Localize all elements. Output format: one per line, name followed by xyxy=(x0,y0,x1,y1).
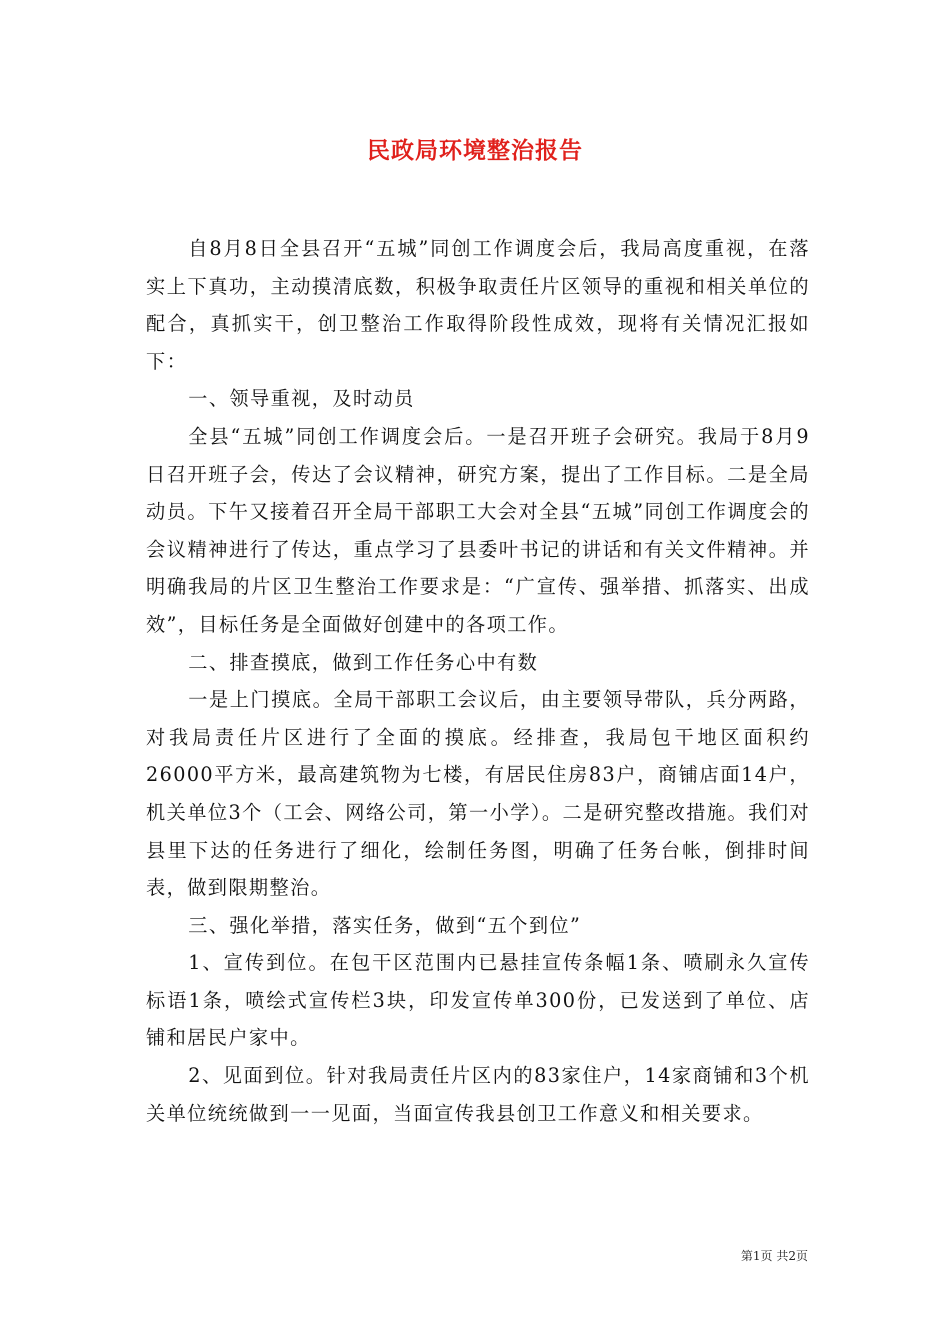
section-heading-3: 三、强化举措，落实任务，做到“五个到位” xyxy=(188,913,582,937)
paragraph-section-1: 全县“五城”同创工作调度会后。一是召开班子会研究。我局于8月9日召开班子会，传达了会议精神，研究方案，提出了工作目标。二是全局动员。下午又接着召开全局干部职工大会对全县“五城”同创工作调度会的会议精神进行了传达，重点学习了县委叶书记的讲话和有关文件精神。并明确我局的片区卫生整治工作要求是：“广宣传、强举措、抓落实、出成效”，目标任务是全面做好创建中的各项工作。 xyxy=(146,424,810,636)
paragraph-item-1: 1、宣传到位。在包干区范围内已悬挂宣传条幅1条、喷刷永久宣传标语1条，喷绘式宣传栏3块，印发宣传单300份，已发送到了单位、店铺和居民户家中。 xyxy=(146,951,810,1050)
document-body xyxy=(146,230,810,1132)
document-title: 民政局环境整治报告 xyxy=(367,137,583,164)
page-number-footer: 第1页 共2页 xyxy=(740,1249,808,1263)
section-heading-1: 一、领导重视，及时动员 xyxy=(188,387,415,411)
paragraph-section-2: 一是上门摸底。全局干部职工会议后，由主要领导带队，兵分两路，对我局责任片区进行了全面的摸底。经排查，我局包干地区面积约26000平方米，最高建筑物为七楼，有居民住房83户，商铺店面14户，机关单位3个（工会、网络公司，第一小学）。二是研究整改措施。我们对县里下达的任务进行了细化，绘制任务图，明确了任务台帐，倒排时间表，做到限期整治。 xyxy=(146,688,810,900)
paragraph-intro: 自8月8日全县召开“五城”同创工作调度会后，我局高度重视，在落实上下真功，主动摸清底数，积极争取责任片区领导的重视和相关单位的配合，真抓实干，创卫整治工作取得阶段性成效，现将有关情况汇报如下： xyxy=(146,237,810,373)
section-heading-2: 二、排查摸底，做到工作任务心中有数 xyxy=(188,650,539,674)
paragraph-item-2: 2、见面到位。针对我局责任片区内的83家住户，14家商铺和3个机关单位统统做到一一见面，当面宣传我县创卫工作意义和相关要求。 xyxy=(146,1064,810,1125)
